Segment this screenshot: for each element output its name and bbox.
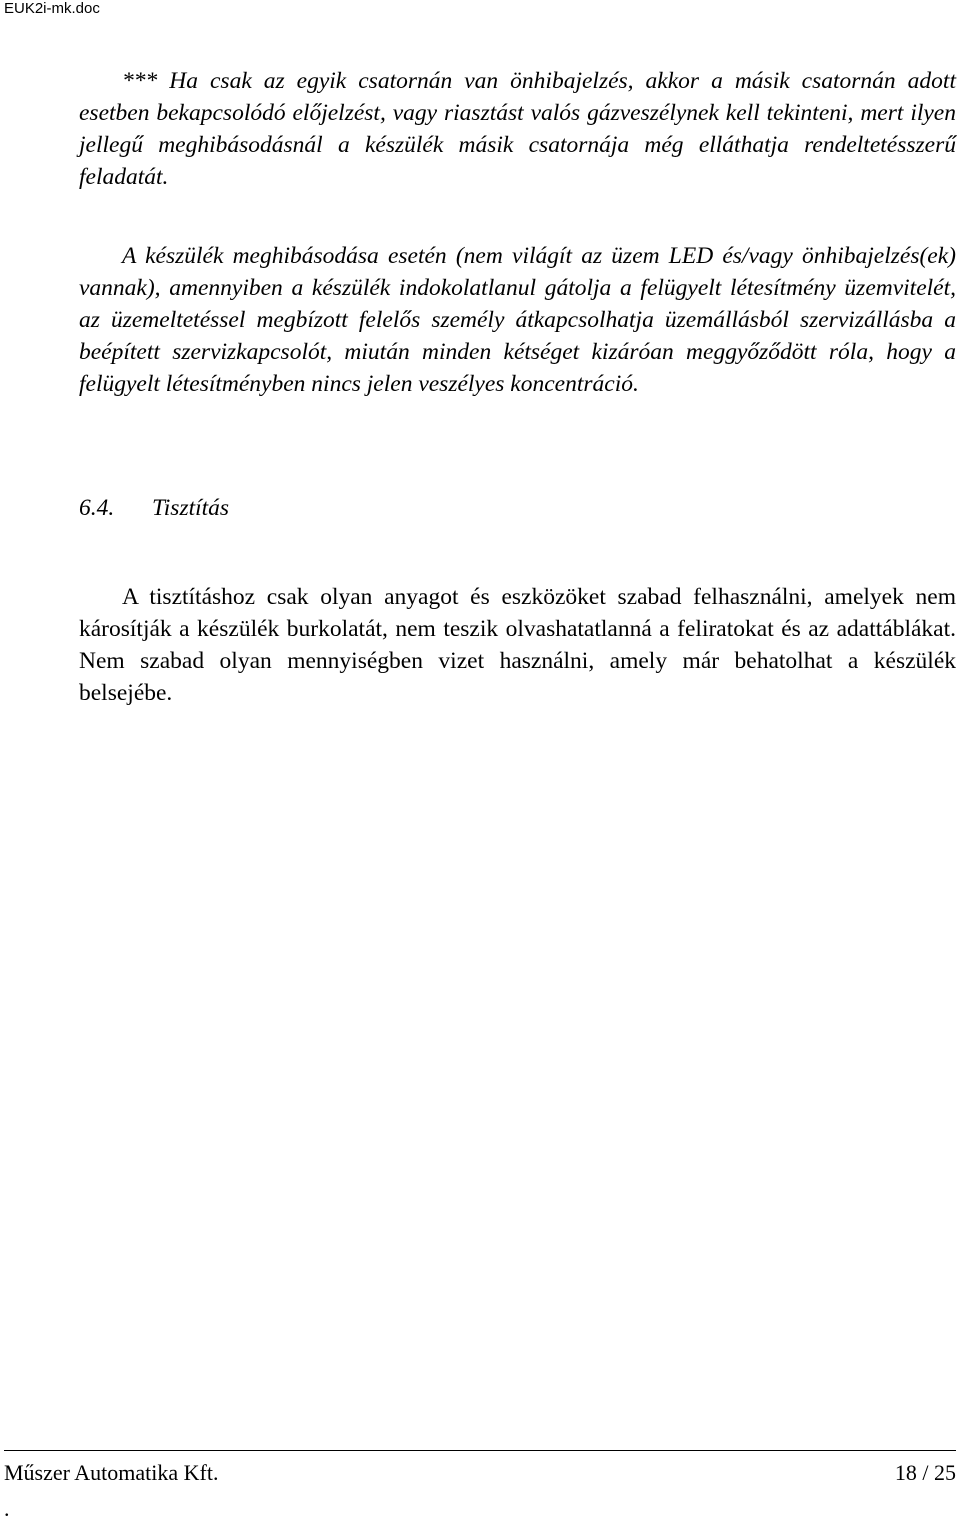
cleaning-paragraph: A tisztításhoz csak olyan anyagot és eszközöket szabad felhasználni, amelyek nem károsítják a készülék burkolatát, nem teszik olvashatatlanná a feliratokat és az adattáblákat. Nem szabad olyan mennyiségben vizet használni, amely már behatolhat a készülék belsejébe.: [79, 584, 956, 706]
fault-paragraph: A készülék meghibásodása esetén (nem világít az üzem LED és/vagy önhibajelzés(ek) vannak), amennyiben a készülék indokolatlanul gátolja a felügyelt létesítmény üzemvitelét, az üzemeltetéssel megbízott felelős személy átkapcsolhatja üzemállásból szervizállásba a beépített szervizkapcsolót, miután minden kétséget kizáróan meggyőződött róla, hogy a felügyelt létesítményben nincs jelen veszélyes koncentráció.: [79, 243, 956, 397]
footer-company: Műszer Automatika Kft.: [4, 1460, 219, 1485]
footer-divider: [4, 1450, 956, 1451]
section-heading: [79, 492, 229, 524]
note-paragraph: *** Ha csak az egyik csatornán van önhibajelzés, akkor a másik csatornán adott esetben bekapcsolódó előjelzést, vagy riasztást valós gázveszélynek kell tekinteni, mert ilyen jellegű meghibásodásnál a készülék másik csatornája még elláthatja rendeltetésszerű feladatát.: [79, 68, 956, 190]
section-number: 6.4.: [79, 495, 115, 521]
document-filename: EUK2i-mk.doc: [4, 0, 100, 17]
footer-page-number: 18 / 25: [894, 1460, 956, 1485]
section-title: Tisztítás: [152, 495, 230, 521]
footer-trailing-mark: .: [4, 1496, 10, 1521]
